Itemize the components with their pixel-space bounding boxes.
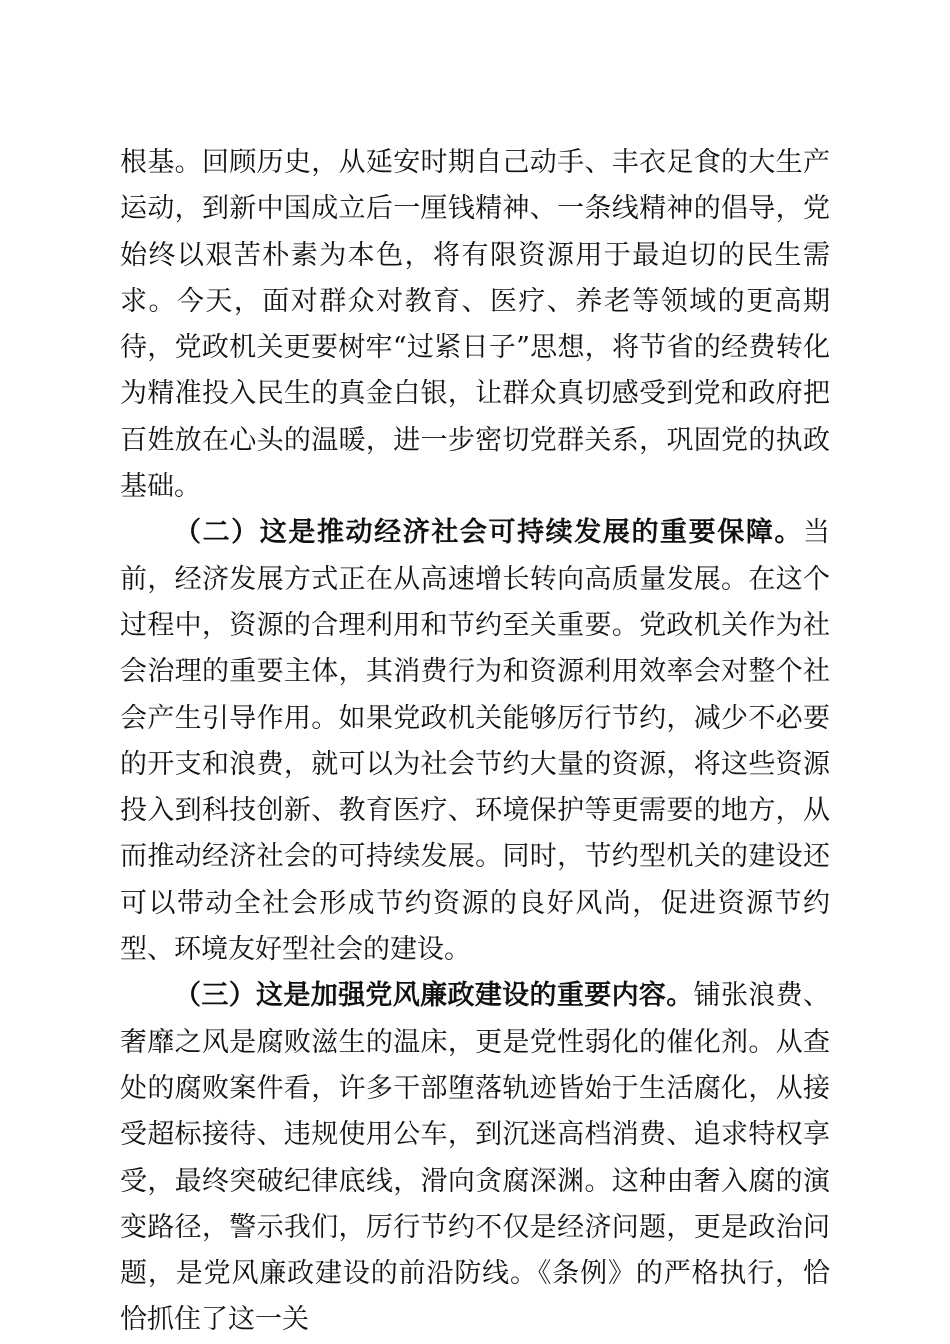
section-3-body: 铺张浪费、奢靡之风是腐败滋生的温床，更是党性弱化的催化剂。从查处的腐败案件看，许多干部堕落轨迹皆始于生活腐化，从接受超标接待、违规使用公车，到沉迷高档消费、追求特权享受，最终突破纪律底线，滑向贪腐深渊。这种由奢入腐的演变路径，警示我们，厉行节约不仅是经济问题，更是政治问题，是党风廉政建设的前沿防线。《条例》的严格执行，恰恰抓住了这一关 (120, 980, 831, 1336)
section-2-body: 当前，经济发展方式正在从高速增长转向高质量发展。在这个过程中，资源的合理利用和节约至关重要。党政机关作为社会治理的重要主体，其消费行为和资源利用效率会对整个社会产生引导作用。如果党政机关能够厉行节约，减少不必要的开支和浪费，就可以为社会节约大量的资源，将这些资源投入到科技创新、教育医疗、环境保护等更需要的地方，从而推动经济社会的可持续发展。同时，节约型机关的建设还可以带动全社会形成节约资源的良好风尚，促进资源节约型、环境友好型社会的建设。 (120, 517, 830, 966)
paragraph-section-2 (120, 510, 830, 973)
section-3-heading: （三）这是加强党风廉政建设的重要内容。 (174, 980, 694, 1012)
document-body (120, 140, 830, 1344)
section-2-heading: （二）这是推动经济社会可持续发展的重要保障。 (174, 517, 803, 549)
paragraph-section-3 (120, 973, 830, 1343)
paragraph-continued: 根基。回顾历史，从延安时期自己动手、丰衣足食的大生产运动，到新中国成立后一厘钱精神、一条线精神的倡导，党始终以艰苦朴素为本色，将有限资源用于最迫切的民生需求。今天，面对群众对教育、医疗、养老等领域的更高期待，党政机关更要树牢“过紧日子”思想，将节省的经费转化为精准投入民生的真金白银，让群众真切感受到党和政府把百姓放在心头的温暖，进一步密切党群关系，巩固党的执政基础。 (120, 147, 830, 503)
